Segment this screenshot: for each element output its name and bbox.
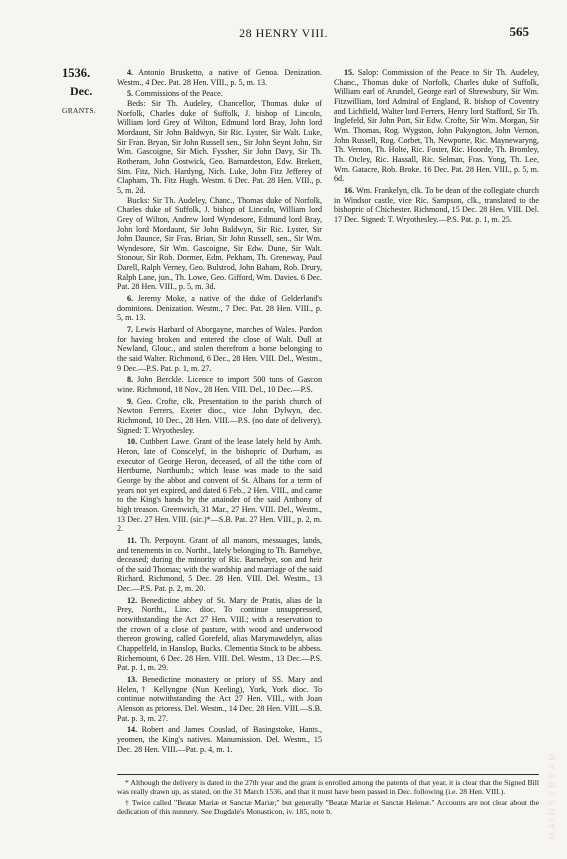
grant-entry xyxy=(117,725,322,754)
entry-text: Commissions of the Peace. xyxy=(135,89,223,99)
entry-text: Wm. Frankelyn, clk. To be dean of the collegiate church in Windsor castle, vice Ric. Sampson, clk., translated to the bishopric of Chichester. Richmond, 15 Dec. 28 Hen. VIII. Del. 17 Dec. Signed: T. Wryothesley.—P.S. Pat. p. 1, m. 25. xyxy=(334,185,539,224)
grant-entry xyxy=(334,186,539,225)
entry-text: Lewis Harbard of Aborgayne, marches of Wales. Pardon for having broken and entered the close of Walt. Dull at Newland, Glouc., and stolen therefrom a horse belonging to the said Walter. Richmond, 6 Dec., 28 Hen. VIII. Del., Westm., 9 Dec.—P.S. Pat. p. 1, m. 27. xyxy=(117,325,322,373)
entry-number: 14. xyxy=(127,725,138,735)
entry-number: 8. xyxy=(127,375,134,385)
entry-paragraph xyxy=(117,196,322,293)
grant-entry xyxy=(117,89,322,292)
entry-text: Robert and James Couslad, of Basingstoke, Hants., yeomen, the King's natives. Manumission. Del. Westm., 15 Dec. 28 Hen. VIII.—Pat. p. 4, m. 1. xyxy=(117,725,322,754)
margin-month: Dec. xyxy=(70,84,93,98)
grant-entry xyxy=(117,325,322,373)
entry-number: 7. xyxy=(127,325,134,335)
entry-paragraph xyxy=(117,325,322,373)
entry-number: 4. xyxy=(127,68,134,77)
entry-text: Geo. Crofte, clk. Presentation to the parish church of Newton Ferrers, Exeter dioc., vice John Dylwyn, dec. Richmond, 10 Dec., 28 Hen. VIII.—P.S. (no date of delivery). Signed: T. Wryothesley. xyxy=(117,396,323,435)
entry-paragraph xyxy=(334,68,539,184)
entry-text: Benedictine abbey of St. Mary de Pratis, alias de la Prey, Northt., Linc. dioc. To continue unsuppressed, notwithstanding the Act 27 Hen. VIII.; with a reservation to the crown of a close of pasture, with wood and underwood thereon growing, called Gorefeld, alias Marymawdelyn, alias Chappelfeld, in Hanslop, Bucks. Clementia Stock to be abbess. Richemount, 6 Dec. 28 Hen. VIII. Del. Westm., 13 Dec.—P.S. Pat. p. 1, m. 29. xyxy=(117,595,322,673)
running-head: 28 HENRY VIII. xyxy=(239,26,328,40)
entry-paragraph xyxy=(117,99,322,196)
page-number: 565 xyxy=(509,24,529,39)
footnote: † Twice called "Beatæ Mariæ et Sanctæ Mariæ;" but generally "Beatæ Mariæ et Sanctæ Helenæ." Accounts are not clear about the dedication of this nunnery. See Dugdale's Monasticon, iv. 185, note b. xyxy=(117,797,539,816)
entry-number: 10. xyxy=(127,437,138,447)
margin-year: 1536. xyxy=(62,66,91,80)
entry-number: 13. xyxy=(127,675,138,685)
entry-number: 12. xyxy=(127,595,138,605)
entry-text: Cuthbert Lawe. Grant of the lease lately held by Anth. Heron, late of Conscelyf, in the bishopric of Durham, as executor of George Heron, deceased, of all the tithe corn of Hertburne, Northumb.; which lease was made to the said George by the abbot and convent of St. Albans for a term of years not yet expired, and dated 6 Feb., 2 Hen. VIII., and came to the King's hands by the attainder of the said Anthony of high treason. Greenwich, 31 Mar., 27 Hen. VIII. Del., Westm., 13 Dec. 27 Hen. VIII. (sic.)*—S.B. Pat. 27 Hen. VIII., p. 2, m. 2. xyxy=(117,437,322,534)
footnote-rule xyxy=(117,774,539,775)
entry-paragraph xyxy=(117,68,322,87)
entry-text: Antonio Brusketto, a native of Genoa. Denization. Westm., 4 Dec. Pat. 28 Hen. VIII., p. 5, m. 13. xyxy=(117,68,322,87)
entry-number: 5. xyxy=(127,89,134,99)
entry-paragraph xyxy=(117,294,322,323)
side-watermark: MAINSTREAM xyxy=(547,749,557,840)
entry-text: Benedictine monastery or priory of SS. Mary and Helen,† Kellyngne (Nun Keeling), York, York dioc. To continue notwithstanding the Act 27 Hen. VIII., with Joan Alenson as prioress. Del. Westm., 14 Dec. 28 Hen. VIII.—S.B. Pat. p. 3, m. 27. xyxy=(117,675,322,723)
entry-paragraph xyxy=(117,536,322,594)
grant-entry xyxy=(117,294,322,323)
entry-paragraph xyxy=(117,397,322,436)
grant-entry xyxy=(117,437,322,534)
entry-number: 6. xyxy=(127,294,134,304)
entry-paragraph xyxy=(117,725,322,754)
grant-entry xyxy=(334,68,539,184)
margin-section-label: GRANTS. xyxy=(62,106,96,115)
entry-paragraph xyxy=(117,375,322,394)
entry-text: Jeremy Moke, a native of the duke of Gelderland's dominions. Denization. Westm., 7 Dec. Pat. 28 Hen. VIII., p. 5, m. 13. xyxy=(117,294,322,323)
entry-text: Bucks: Sir Th. Audeley, Chanc., Thomas duke of Norfolk, Charles duke of Suffolk, J. bishop of Lincoln, William lord Grey of Wilton, Andrew lord Wyndesore, Edmund lord Bray, John lord Mordaunt, Sir John Baldwyn, Sir Ric. Lyster, Sir John Daunce, Sir Fras. Brian, Sir John Russell, sen., Sir Wm. Wyndesore, Sir Wm. Gascoigne, Sir Edw. Dune, Sir Walt. Stonour, Sir Rob. Dormer, Edm. Pekham, Th. Greneway, Paul Darell, Ralph Verney, Geo. Bulstrod, John Babam, Rob. Drury, Ralph Lane, jun., Th. Lowe, Geo. Gifford, Wm. Davies. 6 Dec. Pat. 28 Hen. VIII., p. 5, m. 3d. xyxy=(117,195,322,292)
entry-paragraph xyxy=(334,186,539,225)
grant-entry xyxy=(117,375,322,394)
footnote: * Although the delivery is dated in the 27th year and the grant is enrolled among the patents of that year, it is clear that the Signed Bill was really drawn up, as stated, on the 31 March 1536, and that it must have been passed in Dec. following (i.e. 28 Hen. VIII.). xyxy=(117,778,539,797)
grant-entry xyxy=(117,397,322,436)
entry-text: Th. Perpoynt. Grant of all manors, messuages, lands, and tenements in co. Northt., lately belonging to Th. Barnebye, deceased; during the minority of Ric. Barnebye, son and heir of the said Thomas; with the wardship and marriage of the said Richard. Richmond, 5 Dec. 28 Hen. VIII. Del. Westm., 13 Dec.—P.S. Pat. p. 2, m. 20. xyxy=(117,535,322,594)
entry-paragraph xyxy=(117,89,322,99)
grant-entry xyxy=(117,675,322,723)
entry-number: 15. xyxy=(344,68,355,77)
entry-number: 9. xyxy=(127,396,134,406)
entry-paragraph xyxy=(117,596,322,673)
entry-text: Salop: Commission of the Peace to Sir Th. Audeley, Chanc., Thomas duke of Norfolk, Charles duke of Suffolk, William earl of Arundel, George earl of Shrewsbury, Sir Wm. Fitzwilliam, lord Admiral of England, R. bishop of Coventry and Lichfield, Walter lord Ferrers, Henry lord Stafford, Sir Th. Inglefeld, Sir John Port, Sir Edw. Crofte, Sir Wm. Morgan, Sir Wm. Thomas, Rog. Wygston, John Pakyngton, John Vernon, John Russell, Rog. Corbet, Th. Newporte, Ric. Maynewaryng, Th. Vernon, Th. Holte, Ric. Foster, Ric. Hoorde, Th. Bromley, Th. Otcley, Ric. Hassall, Ric. Selman, Fras. Yong, Th. Lee, Wm. Gatacre, Rob. Broke. 16 Dec. Pat. 28 Hen. VIII., p. 5, m. 6d. xyxy=(334,68,539,184)
entry-number: 11. xyxy=(127,535,137,545)
entry-paragraph xyxy=(117,437,322,534)
grant-entry xyxy=(117,68,322,87)
entries-columns xyxy=(117,68,539,772)
footnotes xyxy=(117,778,539,817)
grant-entry xyxy=(117,596,322,673)
entry-text: Beds: Sir Th. Audeley, Chancellor, Thomas duke of Norfolk, Charles duke of Suffolk, J. bishop of Lincoln, William lord Grey of Wilton, Edmund lord Bray, John lord Mordaunt, Sir John Baldwyn, Sir Ric. Lyster, Sir Walt. Luke, Sir Fran. Bryan, Sir John Russell sen., Sir John Seynt John, Sir Wm. Gascoigne, Sir Mich. Fyssher, Sir John Davy, Sir Th. Rotheram, John Gostwick, Geo. Barnardeston, Edw. Brekett, Sim. Fitz, Nich. Hardyng, Nich. Luke, John Fitz Jefferey of Clapham, Th. Fitz Hugh. Westm. 6 Dec. Pat. 28 Hen. VIII., p. 5, m. 2d. xyxy=(117,98,322,195)
entry-number: 16. xyxy=(344,185,355,195)
entry-text: John Berckle. Licence to import 500 tuns of Gascon wine. Richmond, 18 Nov., 28 Hen. VIII. Del., 10 Dec.—P.S. xyxy=(117,375,322,394)
grant-entry xyxy=(117,536,322,594)
entry-paragraph xyxy=(117,675,322,723)
